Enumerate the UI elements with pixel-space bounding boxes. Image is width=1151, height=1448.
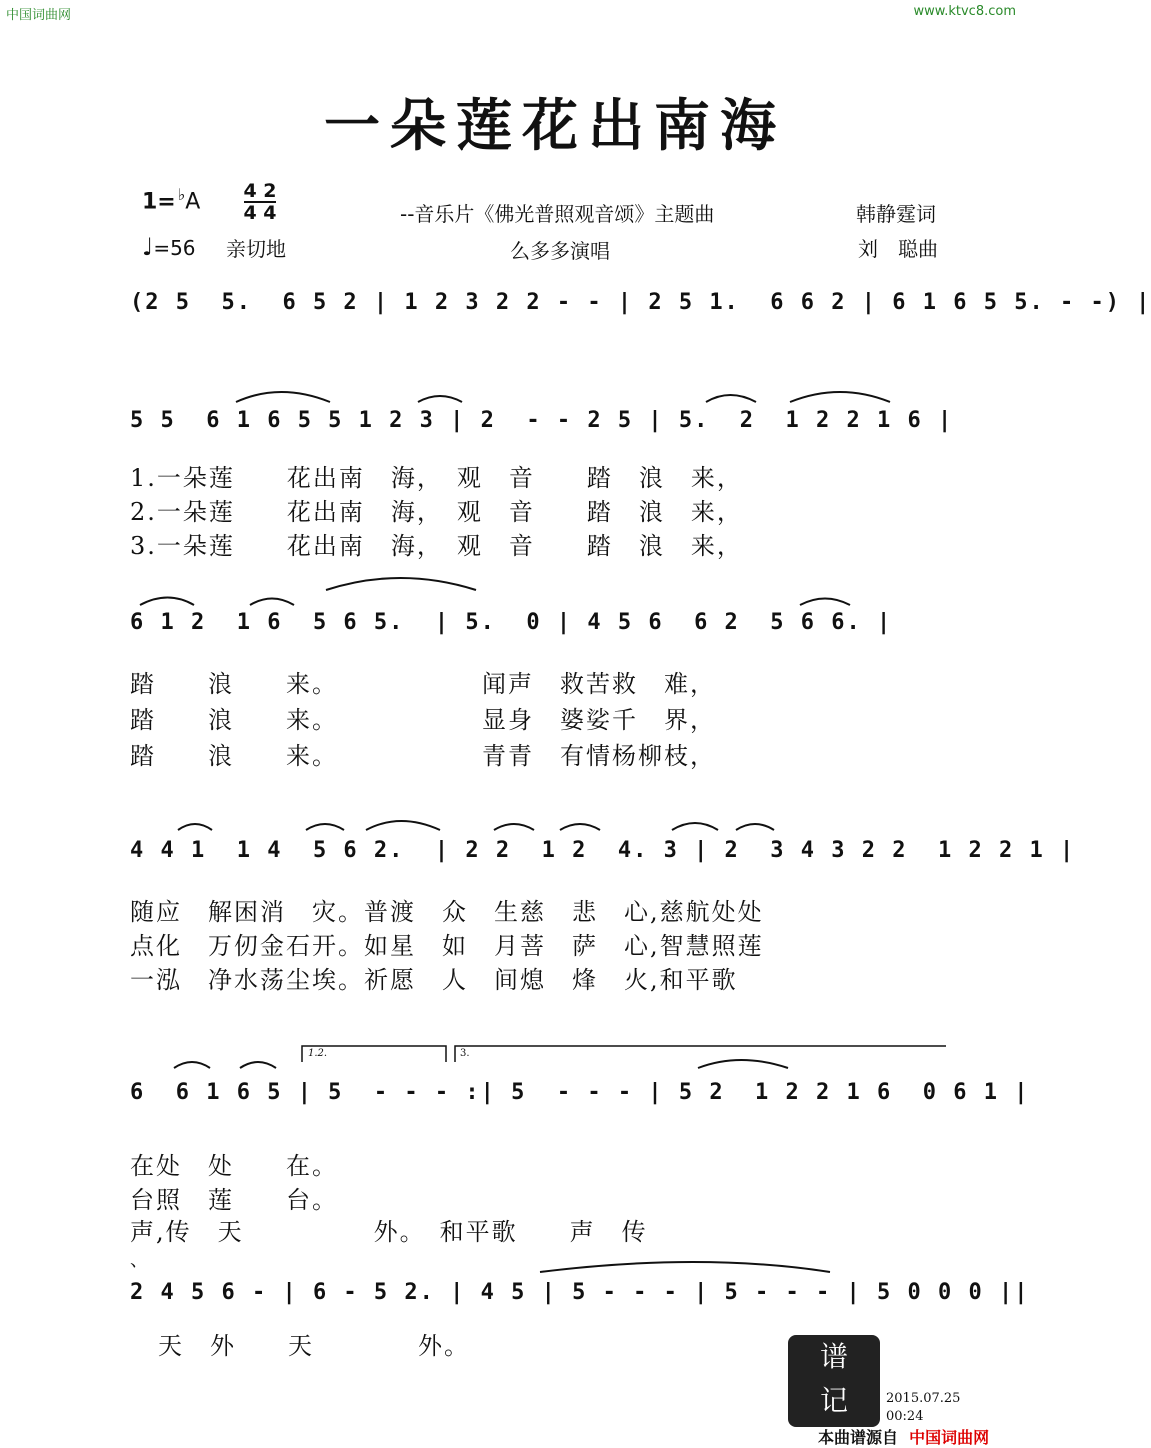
composer: 刘 聪曲 <box>858 237 938 261</box>
lyric-line-2-verse-1: 1.一朵莲 花出南 海， 观 音 踏 浪 来， <box>130 464 743 492</box>
notation-line-4: 4 4 1 1 4 5 6 2. | 2 2 1 2 4. 3 | 2 3 4 3 2 2 1 2 2 1 | <box>130 838 1076 863</box>
lyric-line-3-verse-3: 踏 浪 来。 青青 有情杨柳枝， <box>130 742 716 770</box>
time-text: 00:24 <box>886 1409 924 1424</box>
time-top: 4 2 <box>243 180 277 202</box>
staff-line-6 <box>130 1280 1030 1320</box>
volta-2-label: 3. <box>460 1048 470 1059</box>
page-title: 一朵莲花出南海 <box>324 93 786 159</box>
notation-line-6: 2 4 5 6 - | 6 - 5 2. | 4 5 | 5 - - - | 5 - - - | 5 0 0 0 || <box>130 1280 1030 1305</box>
lyric-line-2-verse-3: 3.一朵莲 花出南 海， 观 音 踏 浪 来， <box>130 532 743 560</box>
source-credit <box>818 1425 989 1448</box>
subtitle: --音乐片《佛光普照观音颂》主题曲 <box>400 202 715 226</box>
seal-stamp <box>788 1335 880 1427</box>
staff-line-3 <box>130 610 950 650</box>
source-prefix: 本曲谱源自 <box>818 1428 899 1447</box>
notation-line-2: 5 5 6 1 6 5 5 1 2 3 | 2 - - 2 5 | 5. 2 1 2 2 1 6 | <box>130 408 954 433</box>
key-note: A <box>185 189 201 215</box>
notation-line-1: (2 5 5. 6 5 2 | 1 2 3 2 2 - - | 2 5 1. 6 6 2 | 6 1 6 5 5. - -) | <box>130 290 1151 315</box>
lyricist: 韩静霆词 <box>856 202 936 226</box>
key-label: 1= <box>142 189 176 215</box>
flat-icon: ♭ <box>177 185 186 204</box>
lyric-line-4-verse-3: 一泓 净水荡尘埃。祈愿 人 间熄 烽 火,和平歌 <box>130 966 738 994</box>
notation-line-5: 6 6 1 6 5 | 5 - - - :| 5 - - - | 5 2 1 2 2 1 6 0 6 1 | <box>130 1080 1030 1105</box>
source-site: 中国词曲网 <box>909 1428 990 1447</box>
tempo-value: =56 <box>153 236 196 260</box>
lyric-line-5-verse-3: 声,传 天 外。 和平歌 声 传 <box>130 1218 648 1246</box>
expression-mark: 亲切地 <box>226 237 286 261</box>
date-text: 2015.07.25 <box>886 1391 961 1406</box>
lyric-line-4-verse-1: 随应 解困消 灾。普渡 众 生慈 悲 心,慈航处处 <box>130 898 764 926</box>
quarter-note-icon: ♩ <box>142 233 154 261</box>
lyric-line-5-verse-1: 在处 处 在。 <box>130 1152 338 1180</box>
lyric-line-2-verse-2: 2.一朵莲 花出南 海， 观 音 踏 浪 来， <box>130 498 743 526</box>
watermark-left: 中国词曲网 <box>6 8 72 23</box>
watermark-right: www.ktvc8.com <box>913 4 1016 19</box>
singer: 么多多演唱 <box>510 239 610 263</box>
lyric-line-3-verse-1: 踏 浪 来。 闻声 救苦救 难， <box>130 670 716 698</box>
staff-line-5 <box>130 1080 1030 1120</box>
lyric-line-4-verse-2: 点化 万仞金石开。如星 如 月菩 萨 心,智慧照莲 <box>130 932 764 960</box>
seal-stamp-text: 谱 记 <box>819 1340 848 1417</box>
lyric-line-6: 天 外 天 外。 <box>158 1332 470 1360</box>
volta-1-label: 1.2. <box>308 1048 328 1059</box>
notation-line-3: 6 1 2 1 6 5 6 5. | 5. 0 | 4 5 6 6 2 5 6 6. | <box>130 610 893 635</box>
lyric-comma-mark: 、 <box>130 1250 150 1271</box>
staff-line-2 <box>130 408 954 448</box>
lyric-line-3-verse-2: 踏 浪 来。 显身 婆娑千 界， <box>130 706 716 734</box>
time-bottom: 4 4 <box>243 202 277 224</box>
staff-line-4 <box>130 838 1076 878</box>
lyric-line-5-verse-2: 台照 莲 台。 <box>130 1186 338 1214</box>
timestamp <box>886 1390 960 1426</box>
